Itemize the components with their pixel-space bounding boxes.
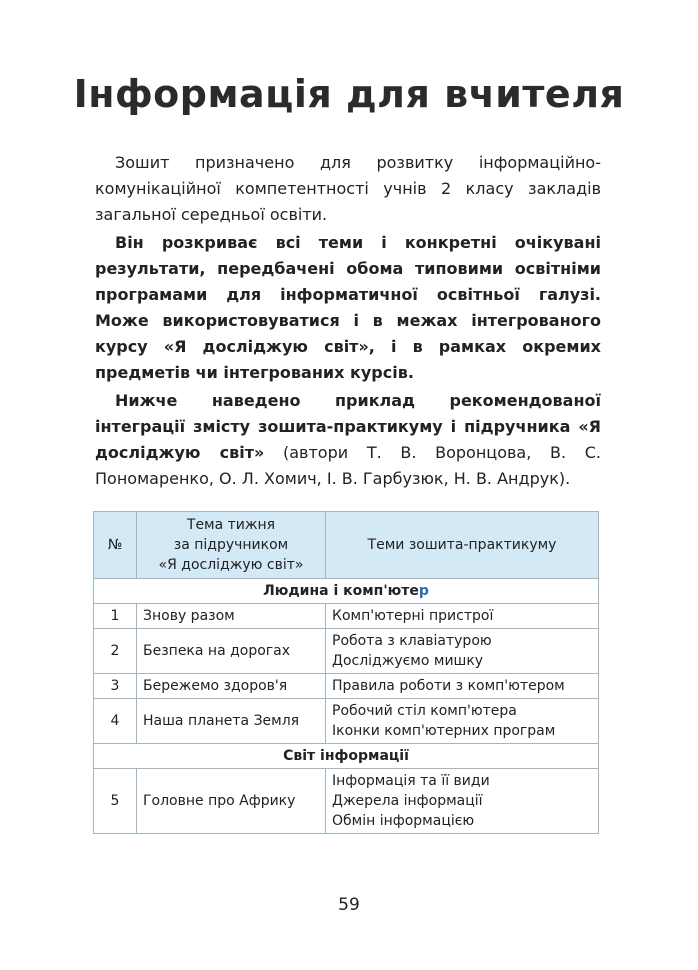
header-number: № bbox=[94, 512, 137, 579]
row-lessons bbox=[326, 629, 599, 674]
row-week-topic: Безпека на дорогах bbox=[137, 629, 326, 674]
table-header-row bbox=[94, 512, 599, 579]
paragraph-3-authors: (автори Т. В. Воронцова, В. С. Пономаренко, О. Л. Хомич, І. В. Гарбузюк, Н. В. Андрук). bbox=[95, 443, 601, 488]
lesson-item: Правила роботи з комп'ютером bbox=[332, 678, 565, 694]
page-number: 59 bbox=[338, 895, 360, 915]
row-number: 1 bbox=[94, 604, 137, 629]
table-row bbox=[94, 769, 599, 834]
row-week-topic: Знову разом bbox=[137, 604, 326, 629]
paragraph-2: Він розкриває всі теми і конкретні очікувані результати, передбачені обома типовими освітніми програмами для інформатичної освітньої галузі. Може використовуватися і в межах інтегрованого курсу «Я досліджую світ», і в рамках окремих предметів чи інтегрованих курсів. bbox=[95, 233, 601, 382]
header-week-line-2: за підручником bbox=[173, 537, 289, 553]
lesson-item: Іконки комп'ютерних програм bbox=[332, 723, 556, 739]
table-row bbox=[94, 629, 599, 674]
section-title-2: Світ інформації bbox=[94, 744, 599, 769]
row-number: 4 bbox=[94, 699, 137, 744]
table-row bbox=[94, 699, 599, 744]
table-row bbox=[94, 604, 599, 629]
row-number: 5 bbox=[94, 769, 137, 834]
intro-text bbox=[95, 150, 601, 492]
table-row bbox=[94, 674, 599, 699]
row-number: 2 bbox=[94, 629, 137, 674]
header-week-line-1: Тема тижня bbox=[186, 517, 276, 533]
section-row bbox=[94, 579, 599, 604]
lesson-item: Інформація та її види bbox=[332, 773, 490, 789]
row-number: 3 bbox=[94, 674, 137, 699]
lesson-item: Робота з клавіатурою bbox=[332, 633, 492, 649]
header-workbook-topics: Теми зошита-практикуму bbox=[326, 512, 599, 579]
section-title-1-accent: р bbox=[418, 583, 429, 599]
row-lessons bbox=[326, 674, 599, 699]
lesson-item: Робочий стіл комп'ютера bbox=[332, 703, 517, 719]
paragraph-3-bold: Нижче наведено приклад рекомендованої інтеграції змісту зошита-практикуму і підручника «Я досліджую світ» bbox=[95, 391, 601, 462]
paragraph-1: Зошит призначено для розвитку інформаційно-комунікаційної компетентності учнів 2 класу закладів загальної середньої освіти. bbox=[95, 153, 601, 224]
row-week-topic: Бережемо здоров'я bbox=[137, 674, 326, 699]
lesson-item: Джерела інформації bbox=[332, 793, 483, 809]
section-title-1 bbox=[94, 579, 599, 604]
row-lessons bbox=[326, 769, 599, 834]
integration-table bbox=[93, 511, 599, 834]
page-title: Інформація для вчителя bbox=[73, 72, 625, 116]
row-week-topic: Наша планета Земля bbox=[137, 699, 326, 744]
row-lessons bbox=[326, 699, 599, 744]
header-week-line-3: «Я досліджую світ» bbox=[158, 557, 304, 573]
paragraph-3 bbox=[95, 388, 601, 492]
row-lessons bbox=[326, 604, 599, 629]
lesson-item: Досліджуємо мишку bbox=[332, 653, 484, 669]
header-week-topic bbox=[137, 512, 326, 579]
lesson-item: Комп'ютерні пристрої bbox=[332, 608, 494, 624]
section-title-1-text: Людина і комп'юте bbox=[263, 583, 419, 599]
row-week-topic: Головне про Африку bbox=[137, 769, 326, 834]
section-row bbox=[94, 744, 599, 769]
lesson-item: Обмін інформацією bbox=[332, 813, 475, 829]
